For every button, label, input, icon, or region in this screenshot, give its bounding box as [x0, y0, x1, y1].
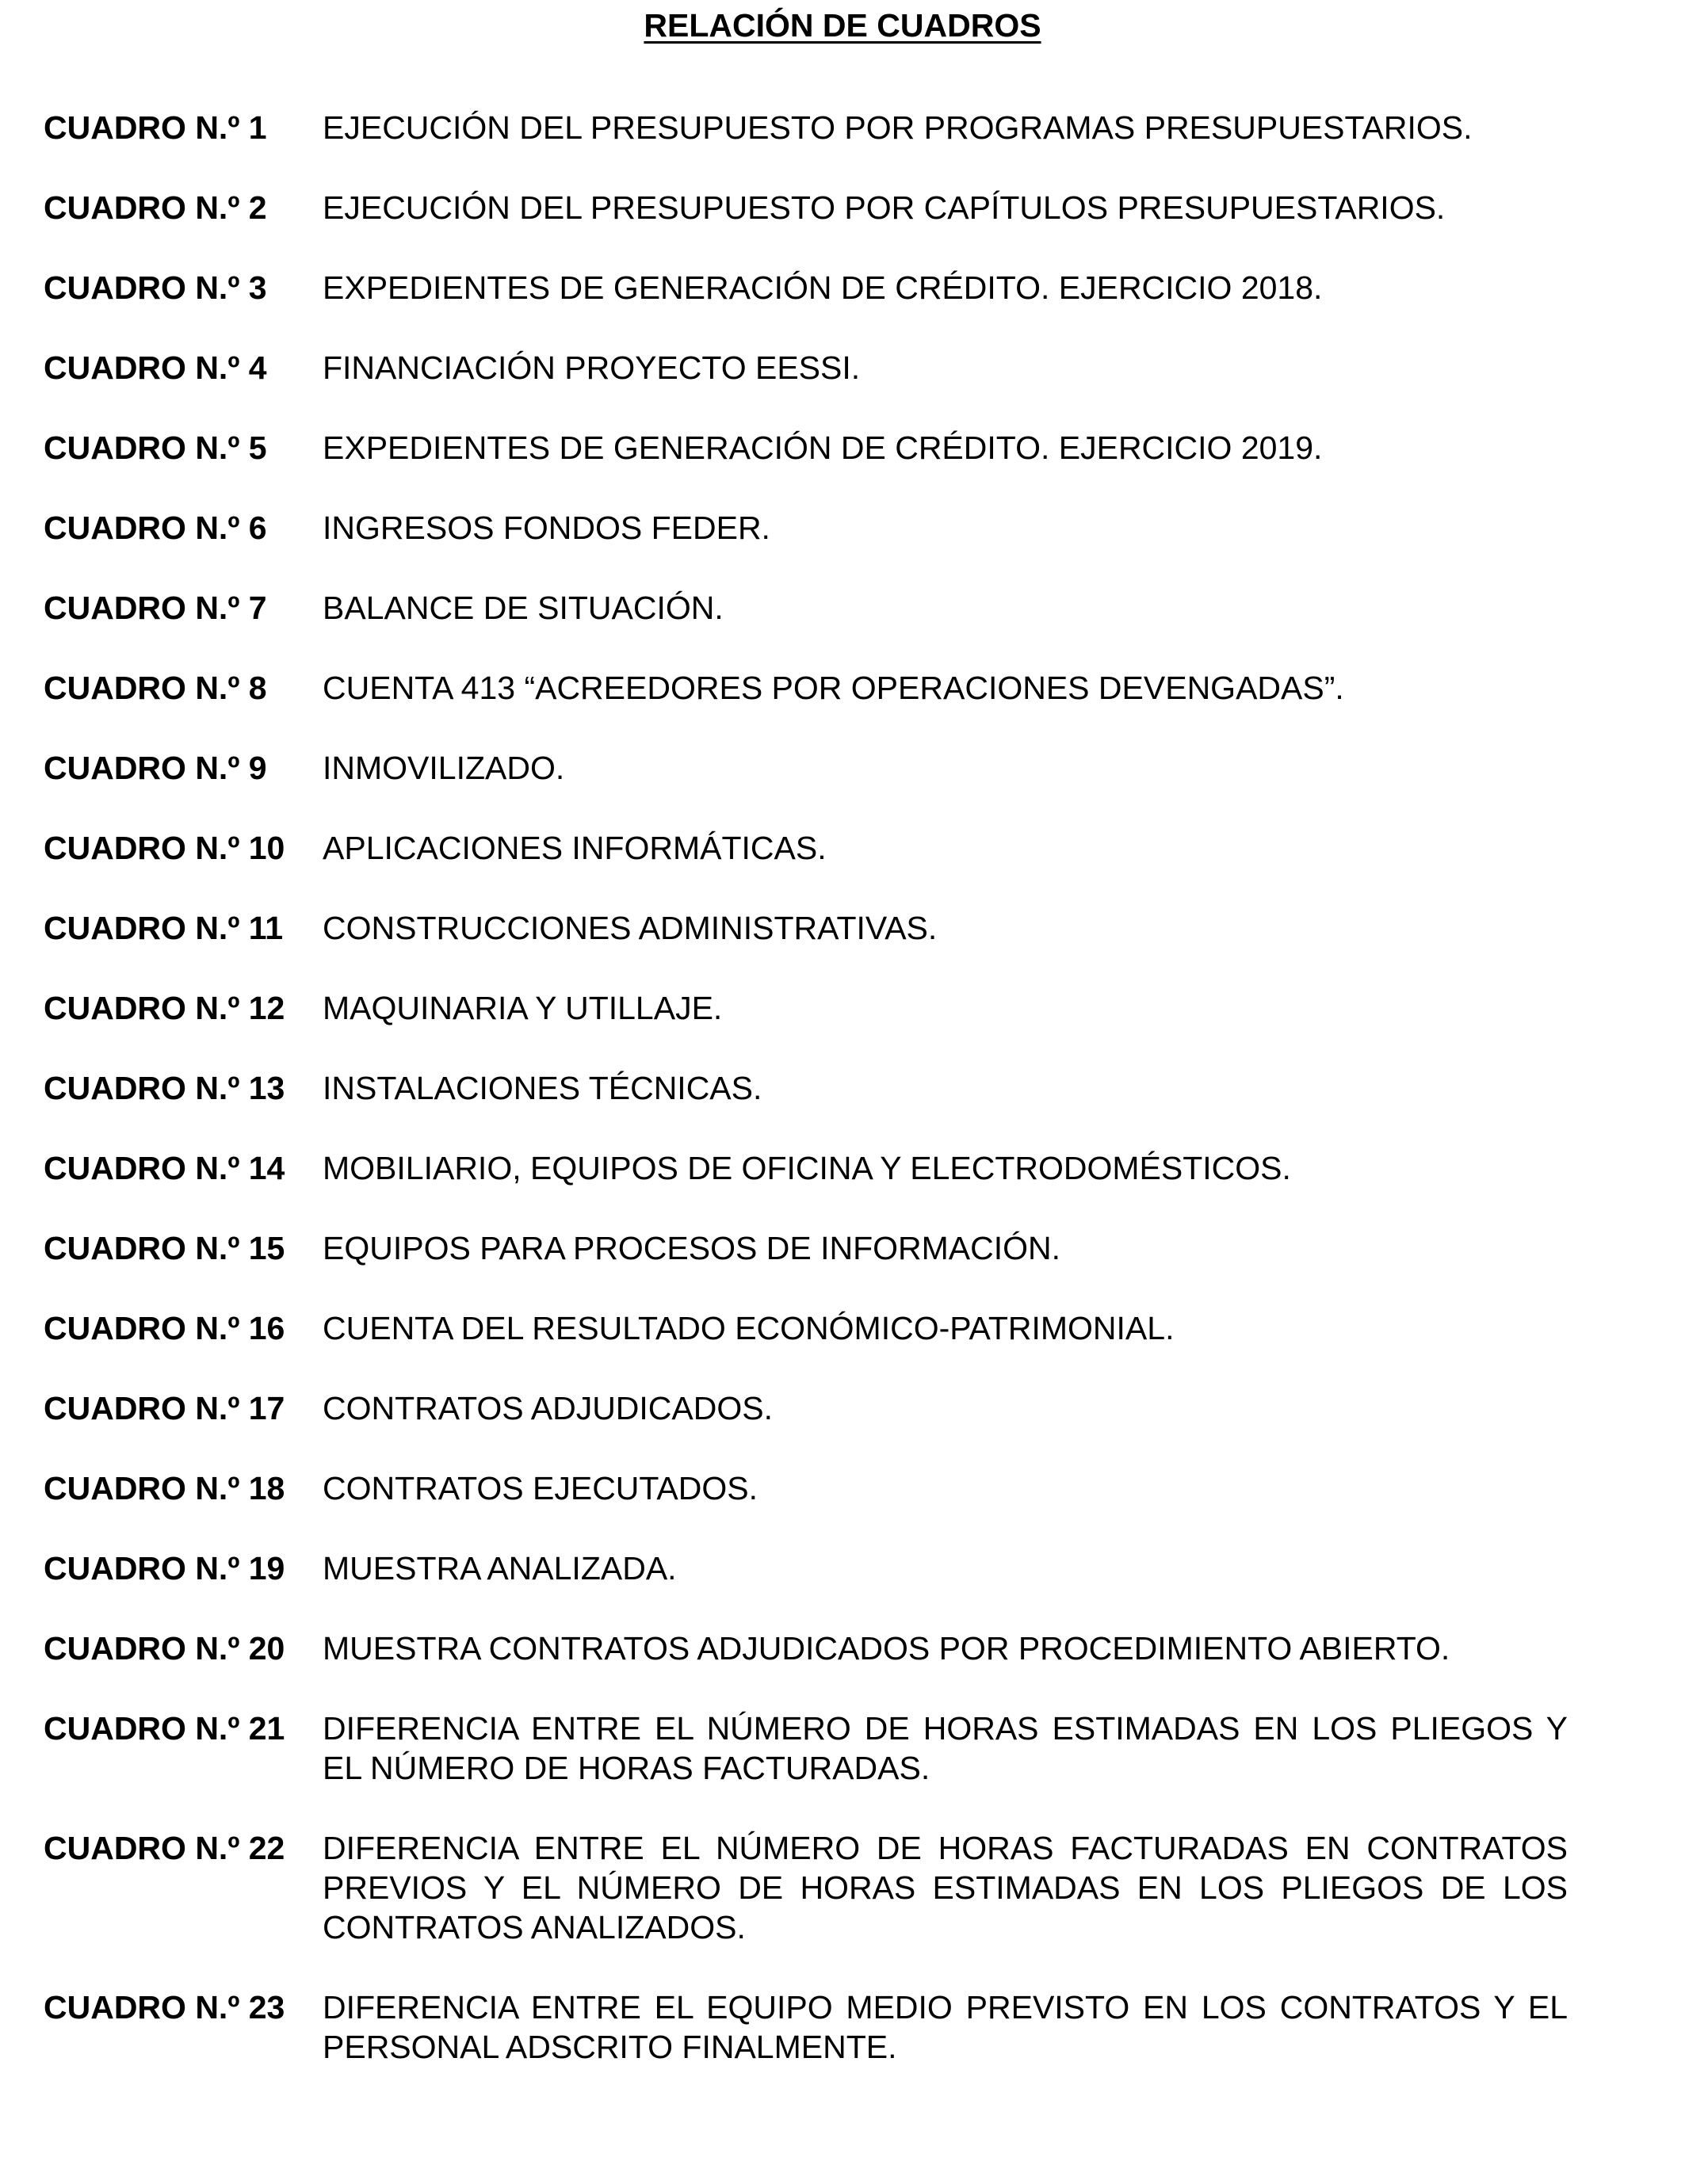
entry-text: EJECUCIÓN DEL PRESUPUESTO POR PROGRAMAS PRESUPUESTARIOS.	[323, 109, 1473, 146]
entry-text: CONSTRUCCIONES ADMINISTRATIVAS.	[323, 910, 938, 946]
entry-label: CUADRO N.º 21	[44, 1710, 285, 1747]
list-item	[44, 508, 1568, 548]
list-item	[44, 1308, 1568, 1348]
entry-label: CUADRO N.º 6	[44, 510, 267, 546]
list-item	[44, 1388, 1568, 1428]
entry-label: CUADRO N.º 18	[44, 1470, 285, 1506]
entry-text: CONTRATOS ADJUDICADOS.	[323, 1390, 773, 1426]
list-item	[44, 1828, 1568, 1947]
list-item	[44, 1148, 1568, 1188]
entry-text: MUESTRA CONTRATOS ADJUDICADOS POR PROCEDIMIENTO ABIERTO.	[323, 1630, 1450, 1667]
list-item	[44, 268, 1568, 307]
list-item	[44, 668, 1568, 708]
entry-text: CUENTA DEL RESULTADO ECONÓMICO-PATRIMONIAL.	[323, 1310, 1175, 1346]
entry-label: CUADRO N.º 7	[44, 590, 267, 626]
list-item	[44, 188, 1568, 227]
list-item	[44, 108, 1568, 147]
entry-text: INMOVILIZADO.	[323, 750, 565, 786]
entry-text: MUESTRA ANALIZADA.	[323, 1550, 677, 1586]
list-item	[44, 1468, 1568, 1508]
entry-label: CUADRO N.º 3	[44, 269, 267, 306]
entry-text: DIFERENCIA ENTRE EL NÚMERO DE HORAS FACTURADAS EN CONTRATOS PREVIOS Y EL NÚMERO DE HORAS ESTIMADAS EN LOS PLIEGOS DE LOS CONTRATOS ANALIZADOS.	[323, 1830, 1568, 1945]
entry-text: MOBILIARIO, EQUIPOS DE OFICINA Y ELECTRODOMÉSTICOS.	[323, 1150, 1291, 1186]
entry-label: CUADRO N.º 20	[44, 1630, 285, 1667]
entry-label: CUADRO N.º 1	[44, 109, 267, 146]
entry-text: FINANCIACIÓN PROYECTO EESSI.	[323, 349, 861, 386]
entry-label: CUADRO N.º 2	[44, 189, 267, 226]
entry-text: INGRESOS FONDOS FEDER.	[323, 510, 770, 546]
page-title: RELACIÓN DE CUADROS	[644, 7, 1041, 44]
entry-label: CUADRO N.º 14	[44, 1150, 285, 1186]
list-item	[44, 1548, 1568, 1588]
entry-label: CUADRO N.º 19	[44, 1550, 285, 1586]
list-item	[44, 748, 1568, 788]
entry-text: EXPEDIENTES DE GENERACIÓN DE CRÉDITO. EJERCICIO 2018.	[323, 269, 1323, 306]
list-item	[44, 908, 1568, 948]
entry-text: DIFERENCIA ENTRE EL EQUIPO MEDIO PREVISTO EN LOS CONTRATOS Y EL PERSONAL ADSCRITO FINALMENTE.	[323, 1989, 1568, 2065]
entry-text: CUENTA 413 “ACREEDORES POR OPERACIONES DEVENGADAS”.	[323, 670, 1344, 706]
entry-text: EXPEDIENTES DE GENERACIÓN DE CRÉDITO. EJERCICIO 2019.	[323, 430, 1323, 466]
entry-text: BALANCE DE SITUACIÓN.	[323, 590, 724, 626]
entry-label: CUADRO N.º 23	[44, 1989, 285, 2026]
entry-label: CUADRO N.º 16	[44, 1310, 285, 1346]
entry-label: CUADRO N.º 10	[44, 830, 285, 866]
entry-text: DIFERENCIA ENTRE EL NÚMERO DE HORAS ESTIMADAS EN LOS PLIEGOS Y EL NÚMERO DE HORAS FACTURADAS.	[323, 1710, 1568, 1786]
entry-text: EQUIPOS PARA PROCESOS DE INFORMACIÓN.	[323, 1230, 1061, 1266]
list-item	[44, 348, 1568, 388]
table-list	[44, 108, 1568, 2107]
entry-label: CUADRO N.º 11	[44, 910, 284, 946]
entry-text: INSTALACIONES TÉCNICAS.	[323, 1070, 762, 1106]
list-item	[44, 1228, 1568, 1268]
entry-label: CUADRO N.º 4	[44, 349, 267, 386]
entry-text: MAQUINARIA Y UTILLAJE.	[323, 990, 723, 1026]
list-item	[44, 1068, 1568, 1108]
list-item	[44, 588, 1568, 628]
entry-label: CUADRO N.º 12	[44, 990, 285, 1026]
entry-label: CUADRO N.º 8	[44, 670, 267, 706]
list-item	[44, 428, 1568, 468]
entry-text: APLICACIONES INFORMÁTICAS.	[323, 830, 827, 866]
list-item	[44, 1709, 1568, 1788]
list-item	[44, 1628, 1568, 1668]
entry-label: CUADRO N.º 17	[44, 1390, 285, 1426]
entry-text: EJECUCIÓN DEL PRESUPUESTO POR CAPÍTULOS PRESUPUESTARIOS.	[323, 189, 1446, 226]
entry-text: CONTRATOS EJECUTADOS.	[323, 1470, 758, 1506]
list-item	[44, 828, 1568, 868]
list-item	[44, 988, 1568, 1028]
list-item	[44, 1987, 1568, 2067]
entry-label: CUADRO N.º 9	[44, 750, 267, 786]
entry-label: CUADRO N.º 5	[44, 430, 267, 466]
entry-label: CUADRO N.º 13	[44, 1070, 285, 1106]
entry-label: CUADRO N.º 22	[44, 1830, 285, 1866]
entry-label: CUADRO N.º 15	[44, 1230, 285, 1266]
